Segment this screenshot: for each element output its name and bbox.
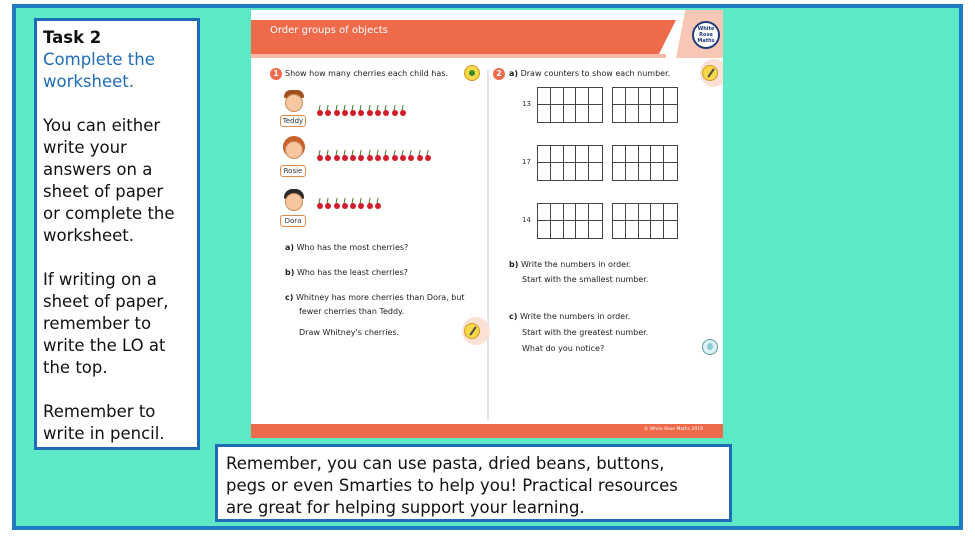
cherry-icon [325,105,331,117]
text-line: sheet of paper [43,182,164,201]
q2c-text-1: Write the numbers in order. [519,312,631,321]
text-line: pegs or even Smarties to help you! Practical resources [226,476,678,495]
text-line: are great for helping support your learning. [226,498,585,517]
q2c-text-3: What do you notice? [522,344,605,353]
cherry-icon [358,198,364,210]
logo-line: Maths [697,38,715,44]
text-line: or complete the [43,204,175,223]
cherry-icon [350,105,356,117]
number-label: 17 [522,158,531,166]
cherry-icon [342,150,348,162]
cherry-icon [317,198,323,210]
ten-frame [612,203,678,239]
rosie-face-icon [285,141,303,159]
cherry-icon [358,150,364,162]
cherry-icon [375,150,381,162]
q2b-text-2: Start with the smallest number. [522,275,649,284]
cherry-icon [367,105,373,117]
cherry-icon [342,198,348,210]
task-paragraph-answers [43,115,191,247]
number-label: 14 [522,216,531,224]
q1a-label: a) [285,243,295,252]
q2c-label: c) [509,312,518,321]
cherry-icon [334,198,340,210]
cherries-teddy [317,105,406,117]
ten-frame [612,145,678,181]
q2c [509,312,630,321]
cherry-icon [392,105,398,117]
task-title: Task 2 [43,28,102,47]
cherry-icon [392,150,398,162]
cherry-icon [425,150,431,162]
cherries-dora [317,198,381,210]
q2b-label: b) [509,260,519,269]
task-subtitle-line-1: Complete the [43,50,155,69]
q2a-text: Draw counters to show each number. [520,69,671,78]
ten-frame [612,87,678,123]
teddy-face-icon [285,94,303,112]
text-line: answers on a [43,160,153,179]
pencil-icon [702,65,718,81]
cherry-icon [325,150,331,162]
worksheet-image [251,10,723,438]
cherry-icon [342,105,348,117]
q1c [285,293,465,302]
q1b-label: b) [285,268,295,277]
cherry-icon [375,105,381,117]
task-paragraph-pencil [43,401,191,445]
q2b [509,260,631,269]
cherry-icon [317,105,323,117]
q1c-text-1: Whitney has more cherries than Dora, but [295,293,465,302]
ten-frame [537,87,603,123]
question-1-number: 1 [270,68,282,80]
cherry-icon [317,150,323,162]
cherry-icon [334,105,340,117]
question-1-prompt: Show how many cherries each child has. [285,69,448,78]
cherry-icon [367,150,373,162]
cherry-icon [400,150,406,162]
question-2-number: 2 [493,68,505,80]
ten-frame [537,145,603,181]
cherries-rosie [317,150,431,162]
cherry-icon [408,150,414,162]
cherry-icon [383,105,389,117]
task-subtitle-line-2: worksheet. [43,72,134,91]
q1c-text-2: fewer cherries than Teddy. [299,307,405,316]
cherry-icon [400,105,406,117]
cherry-icon [417,150,423,162]
banner-shadow [251,54,666,58]
q2a-label: a) [509,69,519,78]
ladybird-icon [464,65,480,81]
cherry-icon [358,105,364,117]
task-instructions-box [34,18,200,450]
text-line: write the LO at [43,336,166,355]
child-name-rosie: Rosie [280,165,306,177]
text-line: remember to [43,314,152,333]
pencil-icon [464,323,480,339]
q1b [285,268,408,277]
child-name-dora: Dora [280,215,306,227]
worksheet-title: Order groups of objects [270,25,388,36]
task-paragraph-lo [43,269,191,379]
cherry-icon [350,198,356,210]
text-line: write in pencil. [43,424,165,443]
text-line: the top. [43,358,108,377]
logo-line: White [697,26,715,32]
ten-frame [537,203,603,239]
q1b-text: Who has the least cherries? [296,268,408,277]
dora-face-icon [285,193,303,211]
q2b-text-1: Write the numbers in order. [520,260,632,269]
text-line: worksheet. [43,226,134,245]
practical-resources-note [215,444,732,522]
q1a [285,243,408,252]
cherry-icon [367,198,373,210]
text-line: Remember to [43,402,156,421]
q1c-text-3: Draw Whitney's cherries. [299,328,400,337]
q1c-label: c) [285,293,294,302]
number-label: 13 [522,100,531,108]
column-divider [487,70,489,420]
child-name-teddy: Teddy [280,115,306,127]
cherry-icon [375,198,381,210]
q2a [509,69,670,78]
text-line: Remember, you can use pasta, dried beans, buttons, [226,454,665,473]
cherry-icon [325,198,331,210]
logo-line: Rose [699,32,713,38]
q1a-text: Who has the most cherries? [296,243,409,252]
cherry-icon [350,150,356,162]
text-line: You can either [43,116,161,135]
text-line: sheet of paper, [43,292,169,311]
cherry-icon [334,150,340,162]
text-line: write your [43,138,127,157]
lightbulb-icon [702,339,718,355]
copyright-text: © White Rose Maths 2019 [643,427,703,432]
text-line: If writing on a [43,270,157,289]
white-rose-maths-logo [692,21,720,49]
q2c-text-2: Start with the greatest number. [522,328,649,337]
cherry-icon [383,150,389,162]
worksheet-footer-bar [251,424,723,438]
